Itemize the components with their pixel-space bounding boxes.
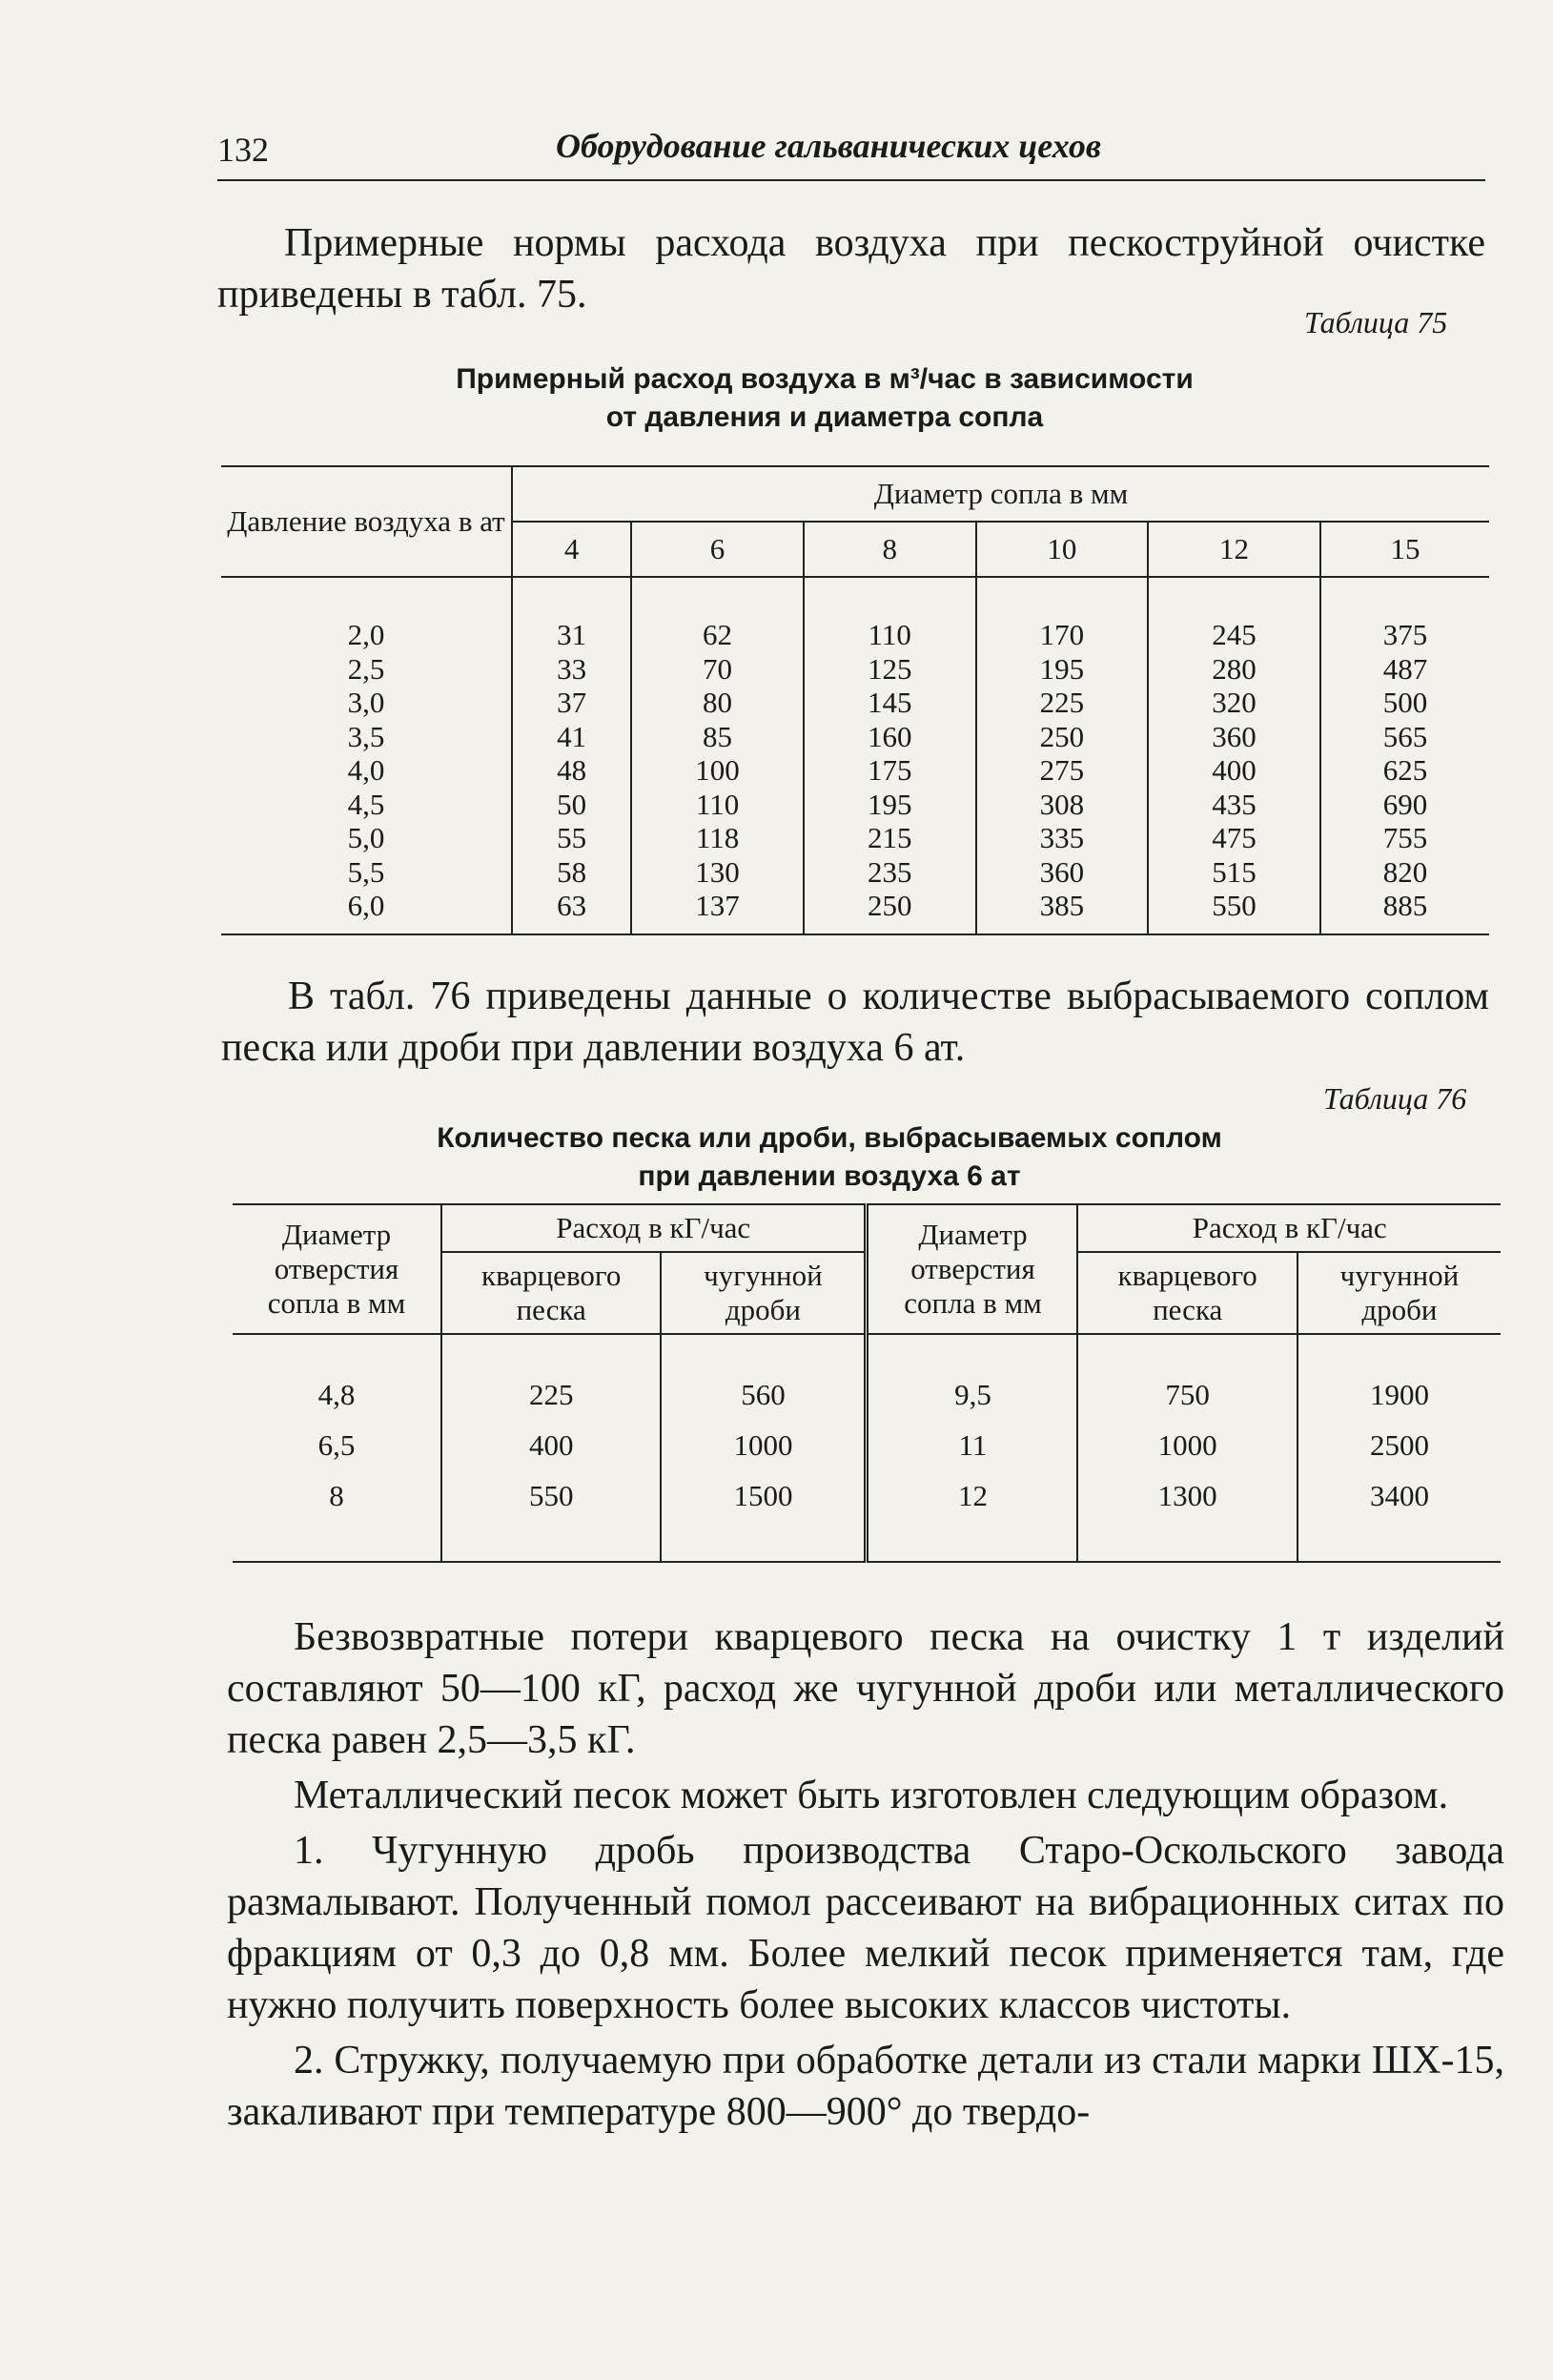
table-cell-value: 1300 xyxy=(1157,1479,1217,1512)
header-diameter: Диаметр сопла в мм xyxy=(512,466,1489,522)
table-cell-value: 755 xyxy=(1382,821,1428,854)
table-cell-value: 2500 xyxy=(1369,1428,1429,1462)
table-cell-value: 375 xyxy=(1382,618,1428,651)
table-cell-value: 125 xyxy=(867,651,912,686)
table-cell-value: 6,0 xyxy=(347,889,385,922)
table-cell-value: 500 xyxy=(1382,686,1428,719)
table76-label: Таблица 76 xyxy=(1323,1081,1467,1116)
table-cell-value: 195 xyxy=(867,787,912,821)
quartz-column-right xyxy=(1077,1343,1297,1562)
diameter-header: 12 xyxy=(1148,522,1320,577)
body-paragraph-text: 1. Чугунную дробь производства Старо-Оскольского завода размалывают. Полученный помол рассеивают на вибрационных ситах по фракциям от 0,3 до 0,8 мм. Более мелкий песок применяется там, где нужно получить поверхность более высоких классов чистоты. xyxy=(227,1829,1504,2027)
pressure-column xyxy=(221,589,512,934)
table-cell-value: 6,5 xyxy=(317,1428,356,1462)
body-paragraph-text: 2. Стружку, получаемую при обработке детали из стали марки ШХ-15, закаливают при температуре 800—900° до твердо- xyxy=(227,2039,1504,2134)
table-cell-value: 515 xyxy=(1212,854,1257,889)
table-cell-value: 110 xyxy=(868,618,911,651)
table-cell-value: 1000 xyxy=(733,1428,793,1462)
table76-caption-line2: при давлении воздуха 6 ат xyxy=(638,1160,1021,1192)
table-cell-value: 5,0 xyxy=(347,821,385,854)
body-paragraph xyxy=(227,1825,1504,2031)
header-flow-left: Расход в кГ/час xyxy=(441,1204,867,1252)
header-pressure: Давление воздуха в ат xyxy=(221,466,512,577)
flow-column-d6 xyxy=(631,589,804,934)
iron-column-right xyxy=(1298,1343,1501,1562)
body-text xyxy=(227,1611,1504,2138)
table-cell-value: 225 xyxy=(1039,686,1085,719)
table-cell-value: 70 xyxy=(703,651,733,686)
running-title: Оборудование гальванических цехов xyxy=(556,127,1101,165)
paragraph-table76-text: В табл. 76 приведены данные о количестве выбрасываемого соплом песка или дроби при давлении воздуха 6 ат. xyxy=(221,975,1489,1070)
table-cell-value: 885 xyxy=(1382,889,1428,922)
table-cell-value: 11 xyxy=(958,1428,988,1462)
page-number: 132 xyxy=(217,131,269,169)
table-cell-value: 1500 xyxy=(733,1479,793,1512)
table-cell-value: 1900 xyxy=(1369,1378,1429,1411)
paragraph-table76 xyxy=(221,971,1489,1074)
table-cell-value: 137 xyxy=(695,889,740,922)
table75-caption-line1: Примерный расход воздуха в м³/час в зависимости xyxy=(456,363,1194,395)
table-cell-value: 475 xyxy=(1212,821,1257,854)
diameter-header: 6 xyxy=(631,522,804,577)
table-cell-value: 58 xyxy=(557,854,587,889)
table-cell-value: 12 xyxy=(957,1479,988,1512)
table-cell-value: 360 xyxy=(1039,854,1085,889)
table-cell-value: 750 xyxy=(1165,1378,1210,1411)
table-cell-value: 3,0 xyxy=(347,686,385,719)
table76-caption xyxy=(315,1119,1344,1196)
table-cell-value: 565 xyxy=(1382,719,1428,753)
table-cell-value: 145 xyxy=(867,686,912,719)
intro-paragraph xyxy=(217,217,1485,320)
table-cell-value: 5,5 xyxy=(347,854,385,889)
table-cell-value: 62 xyxy=(703,618,733,651)
table-cell-value: 3,5 xyxy=(347,719,385,753)
header-quartz-left: кварцевого песка xyxy=(441,1252,661,1334)
diameter-column-left xyxy=(233,1343,441,1562)
body-paragraph xyxy=(227,1770,1504,1821)
table75-caption xyxy=(286,360,1363,437)
table-cell-value: 215 xyxy=(867,821,912,854)
table-cell-value: 625 xyxy=(1382,753,1428,787)
table-cell-value: 160 xyxy=(867,719,912,753)
body-paragraph xyxy=(227,2035,1504,2138)
table-cell-value: 250 xyxy=(867,889,912,922)
body-paragraph-text: Безвозвратные потери кварцевого песка на очистку 1 т изделий составляют 50—100 кГ, расход же чугунной дроби или металлического песка равен 2,5—3,5 кГ. xyxy=(227,1615,1504,1762)
body-paragraph-text: Металлический песок может быть изготовлен следующим образом. xyxy=(294,1774,1449,1817)
table-cell-value: 37 xyxy=(557,686,587,719)
intro-text: Примерные нормы расхода воздуха при пескоструйной очистке приведены в табл. 75. xyxy=(217,221,1485,317)
table-cell-value: 385 xyxy=(1039,889,1085,922)
table-cell-value: 110 xyxy=(695,787,740,821)
table-cell-value: 3400 xyxy=(1369,1479,1429,1512)
table-cell-value: 55 xyxy=(557,821,587,854)
table-cell-value: 225 xyxy=(528,1378,574,1411)
table-cell-value: 1000 xyxy=(1157,1428,1217,1462)
table-cell-value: 170 xyxy=(1039,618,1085,651)
table-cell-value: 550 xyxy=(1212,889,1257,922)
table-cell-value: 63 xyxy=(557,889,587,922)
iron-column-left xyxy=(661,1343,867,1562)
table-cell-value: 4,0 xyxy=(347,753,385,787)
diameter-header: 10 xyxy=(976,522,1149,577)
header-diameter-left: Диаметр отверстия сопла в мм xyxy=(233,1204,441,1334)
table-cell-value: 175 xyxy=(867,753,912,787)
table-cell-value: 195 xyxy=(1039,651,1085,686)
header-iron-right: чугунной дроби xyxy=(1298,1252,1501,1334)
table-cell-value: 50 xyxy=(557,787,587,821)
table-cell-value: 235 xyxy=(867,854,912,889)
flow-column-d12 xyxy=(1148,589,1320,934)
table-cell-value: 320 xyxy=(1212,686,1257,719)
table-cell-value: 4,5 xyxy=(347,787,385,821)
air-consumption-table xyxy=(221,465,1489,935)
table-cell-value: 130 xyxy=(695,854,740,889)
table-cell-value: 560 xyxy=(741,1378,786,1411)
table-cell-value: 690 xyxy=(1382,787,1428,821)
flow-column-d8 xyxy=(804,589,976,934)
table-cell-value: 245 xyxy=(1212,618,1257,651)
table-cell-value: 820 xyxy=(1382,854,1428,889)
table-cell-value: 2,5 xyxy=(347,651,385,686)
diameter-header: 4 xyxy=(512,522,631,577)
table-cell-value: 400 xyxy=(528,1428,574,1462)
diameter-header: 15 xyxy=(1320,522,1489,577)
header-iron-left: чугунной дроби xyxy=(661,1252,867,1334)
table-cell-value: 4,8 xyxy=(317,1378,356,1411)
diameter-header: 8 xyxy=(804,522,976,577)
table-cell-value: 308 xyxy=(1039,787,1085,821)
table-cell-value: 280 xyxy=(1212,651,1257,686)
table-cell-value: 100 xyxy=(695,753,740,787)
quartz-column-left xyxy=(441,1343,661,1562)
table-cell-value: 80 xyxy=(703,686,733,719)
body-paragraph xyxy=(227,1611,1504,1766)
table-cell-value: 118 xyxy=(695,821,740,854)
table-cell-value: 400 xyxy=(1212,753,1257,787)
table-cell-value: 48 xyxy=(557,753,587,787)
table-cell-value: 33 xyxy=(557,651,587,686)
sand-output-table xyxy=(233,1203,1501,1563)
table-cell-value: 250 xyxy=(1039,719,1085,753)
table-cell-value: 335 xyxy=(1039,821,1085,854)
header-quartz-right: кварцевого песка xyxy=(1077,1252,1297,1334)
table75-label: Таблица 75 xyxy=(1304,305,1448,339)
running-head xyxy=(217,122,1485,181)
table76-caption-line1: Количество песка или дроби, выбрасываемых соплом xyxy=(437,1122,1222,1154)
table-cell-value: 2,0 xyxy=(347,618,385,651)
header-flow-right: Расход в кГ/час xyxy=(1077,1204,1501,1252)
table-cell-value: 360 xyxy=(1212,719,1257,753)
table-cell-value: 85 xyxy=(703,719,733,753)
diameter-column-right xyxy=(867,1343,1078,1562)
header-diameter-right: Диаметр отверстия сопла в мм xyxy=(867,1204,1078,1334)
table75-caption-line2: от давления и диаметра сопла xyxy=(605,401,1044,433)
table-cell-value: 31 xyxy=(557,618,587,651)
flow-column-d15 xyxy=(1320,589,1489,934)
table-cell-value: 41 xyxy=(557,719,587,753)
flow-column-d4 xyxy=(512,589,631,934)
table-cell-value: 9,5 xyxy=(954,1378,991,1411)
table-cell-value: 487 xyxy=(1382,651,1428,686)
table-cell-value: 8 xyxy=(329,1479,344,1512)
table-cell-value: 550 xyxy=(528,1479,574,1512)
flow-column-d10 xyxy=(976,589,1149,934)
table-cell-value: 275 xyxy=(1039,753,1085,787)
table-cell-value: 435 xyxy=(1212,787,1257,821)
